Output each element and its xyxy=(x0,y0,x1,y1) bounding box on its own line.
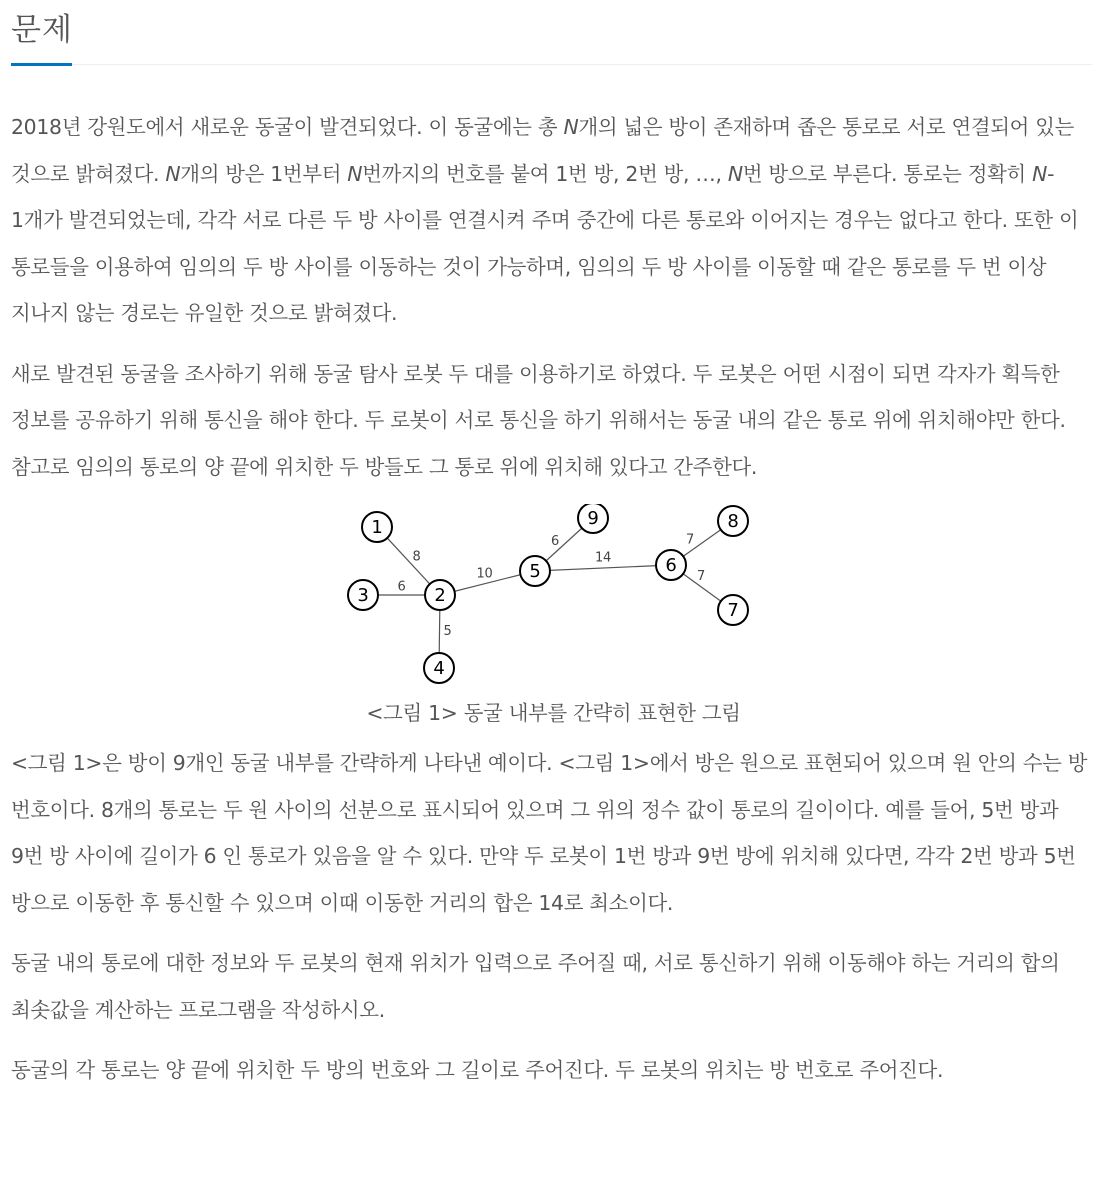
cave-room-9 xyxy=(578,504,608,533)
cave-passage-5-6 xyxy=(535,565,671,571)
cave-room-8 xyxy=(718,506,748,536)
passage-length-label: 5 xyxy=(443,624,451,639)
paragraph-intro: 2018년 강원도에서 새로운 동굴이 발견되었다. 이 동굴에는 총 N개의 넓은 방이 존재하며 좁은 통로로 서로 연결되어 있는 것으로 밝혀졌다. N개의 방은 1번부터 N번까지의 번호를 붙여 1번 방, 2번 방, …, N번 방으로 부른다. 통로는 정확히 N-1개가 발견되었는데, 각각 서로 다른 두 방 사이를 연결시켜 주며 중간에 다른 통로와 이어지는 경우는 없다고 한다. 또한 이 통로들을 이용하여 임의의 두 방 사이를 이동하는 것이 가능하며, 임의의 두 방 사이를 이동할 때 같은 통로를 두 번 이상 지나지 않는 경로는 유일한 것으로 밝혀졌다. xyxy=(11,115,1079,325)
paragraph-figure-explanation: <그림 1>은 방이 9개인 동굴 내부를 간략하게 나타낸 예이다. <그림 1>에서 방은 원으로 표현되어 있으며 원 안의 수는 방 번호이다. 8개의 통로는 두 원 사이의 선분으로 표시되어 있으며 그 위의 정수 값이 통로의 길이이다. 예를 들어, 5번 방과 9번 방 사이에 길이가 6 인 통로가 있음을 알 수 있다. 만약 두 로봇이 1번 방과 9번 방에 위치해 있다면, 각각 2번 방과 5번 방으로 이동한 후 통신할 수 있으며 이때 이동한 거리의 합은 14로 최소이다. xyxy=(11,751,1088,915)
paragraph-input-note: 동굴의 각 통로는 양 끝에 위치한 두 방의 번호와 그 길이로 주어진다. 두 로봇의 위치는 방 번호로 주어진다. xyxy=(11,1058,944,1082)
paragraph-robots: 새로 발견된 동굴을 조사하기 위해 동굴 탐사 로봇 두 대를 이용하기로 하였다. 두 로봇은 어떤 시점이 되면 각자가 획득한 정보를 공유하기 위해 통신을 해야 한다. 두 로봇이 서로 통신을 하기 위해서는 동굴 내의 같은 통로 위에 위치해야만 한다. 참고로 임의의 통로의 양 끝에 위치한 두 방들도 그 통로 위에 위치해 있다고 간주한다. xyxy=(11,361,1066,479)
cave-graph-diagram xyxy=(344,504,764,694)
passage-length-label: 7 xyxy=(696,569,705,584)
cave-room-4 xyxy=(424,653,454,683)
room-number: 1 xyxy=(370,517,383,538)
passage-length-label: 10 xyxy=(476,566,492,582)
cave-room-1 xyxy=(362,512,392,542)
title-underline xyxy=(11,63,72,66)
figure-caption: <그림 1> 동굴 내부를 간략히 표현한 그림 xyxy=(366,701,741,725)
cave-room-5 xyxy=(520,556,550,586)
room-number: 2 xyxy=(433,585,446,606)
cave-room-2 xyxy=(425,580,455,610)
cave-figure xyxy=(11,504,1096,728)
variable-n: N xyxy=(165,161,181,186)
problem-description xyxy=(11,104,1096,1108)
header-divider xyxy=(11,64,1092,65)
room-number: 3 xyxy=(356,585,369,606)
cave-room-7 xyxy=(718,595,748,625)
room-number: 6 xyxy=(664,555,677,576)
passage-length-label: 8 xyxy=(412,549,420,565)
cave-room-6 xyxy=(656,550,686,580)
variable-n: N xyxy=(347,161,363,186)
room-number: 4 xyxy=(432,658,445,679)
section-header xyxy=(11,0,1092,66)
cave-room-3 xyxy=(348,580,378,610)
variable-n: N xyxy=(563,115,579,139)
room-number: 9 xyxy=(586,508,599,529)
paragraph-task: 동굴 내의 통로에 대한 정보와 두 로봇의 현재 위치가 입력으로 주어질 때, 서로 통신하기 위해 이동해야 하는 거리의 합의 최솟값을 계산하는 프로그램을 작성하시오. xyxy=(11,951,1060,1022)
passage-length-label: 6 xyxy=(397,579,405,595)
room-number: 5 xyxy=(528,561,541,582)
passage-length-label: 7 xyxy=(685,532,694,548)
passage-length-label: 14 xyxy=(594,550,611,566)
room-number: 8 xyxy=(726,511,739,532)
passage-length-label: 6 xyxy=(550,534,559,549)
variable-n: N xyxy=(727,161,743,186)
room-number: 7 xyxy=(726,600,739,621)
variable-n: N xyxy=(1032,161,1048,186)
section-title: 문제 xyxy=(11,12,73,48)
